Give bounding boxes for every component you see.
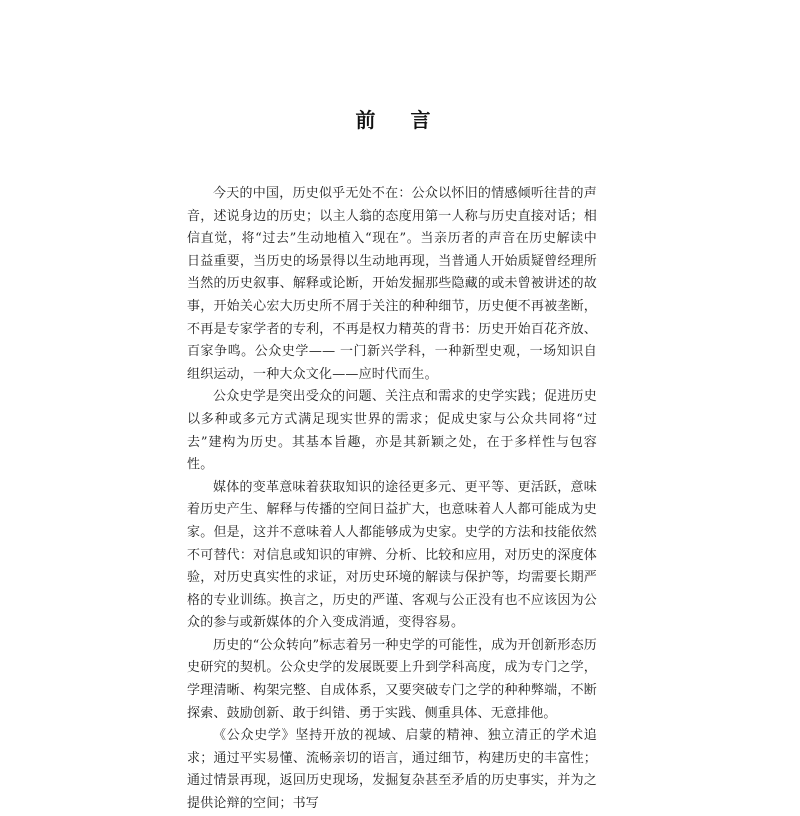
page-title: 前 言 [355,108,445,132]
paragraph-4: 历史的“公众转向”标志着另一种史学的可能性，成为开创新形态历史研究的契机。公众史学的发展既要上升到学科高度，成为专门之学，学理清晰、构架完整、自成体系，又要突破专门之学的种种弊端，不断探索、鼓励创新、敢于纠错、勇于实践、侧重具体、无意排他。 [187,637,597,721]
paragraph-1: 今天的中国，历史似乎无处不在：公众以怀旧的情感倾听往昔的声音，述说身边的历史；以主人翁的态度用第一人称与历史直接对话；相信直觉，将“过去”生动地植入“现在”。当亲历者的声音在历史解读中日益重要，当历史的场景得以生动地再现，当普通人开始质疑曾经理所当然的历史叙事、解释或论断，开始发掘那些隐藏的或未曾被讲述的故事，开始关心宏大历史所不屑于关注的种种细节，历史便不再被垄断，不再是专家学者的专利，不再是权力精英的背书：历史开始百花齐放、百家争鸣。公众史学—— 一门新兴学科，一种新型史观，一场知识自组织运动，一种大众文化——应时代而生。 [187,186,597,382]
body-text [187,183,597,816]
paragraph-2: 公众史学是突出受众的问题、关注点和需求的史学实践；促进历史以多种或多元方式满足现实世界的需求；促成史家与公众共同将“过去”建构为历史。其基本旨趣，亦是其新颖之处，在于多样性与包容性。 [187,389,597,473]
paragraph-5: 《公众史学》坚持开放的视域、启蒙的精神、独立清正的学术追求；通过平实易懂、流畅亲切的语言，通过细节，构建历史的丰富性；通过情景再现，返回历史现场，发掘复杂甚至矛盾的历史事实，并为之提供论辩的空间；书写 [187,728,597,812]
paragraph-3: 媒体的变革意味着获取知识的途径更多元、更平等、更活跃，意味着历史产生、解释与传播的空间日益扩大，也意味着人人都可能成为史家。但是，这并不意味着人人都能够成为史家。史学的方法和技能依然不可替代：对信息或知识的审辨、分析、比较和应用，对历史的深度体验，对历史真实性的求证，对历史环境的解读与保护等，均需要长期严格的专业训练。换言之，历史的严谨、客观与公正没有也不应该因为公众的参与或新媒体的介入变成消遁，变得容易。 [187,479,597,631]
